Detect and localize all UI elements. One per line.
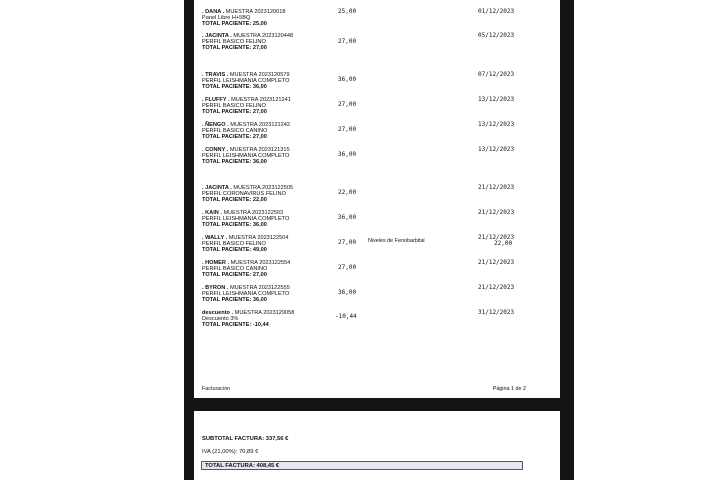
test-description: PERFIL BASICO FELINO [202, 103, 266, 110]
sample-number: MUESTRA 2023121241 [231, 97, 291, 103]
invoice-entry [202, 147, 552, 166]
invoice-page-1 [194, 0, 560, 398]
patient-name: . FLUFFY . [202, 97, 230, 103]
line-amount: 27,00 [338, 264, 357, 271]
patient-name: . JACINTA . [202, 33, 232, 39]
line-amount: 36,00 [338, 76, 357, 83]
test-description: PERFIL LEISHMANIA COMPLETO [202, 291, 290, 298]
sample-number: MUESTRA 2023120448 [233, 33, 294, 39]
patient-total: TOTAL PACIENTE: 27,00 [202, 134, 267, 141]
patient-total: TOTAL PACIENTE: 27,00 [202, 272, 267, 279]
line-amount: 36,00 [338, 151, 357, 158]
line-amount: 27,00 [338, 126, 357, 133]
sample-number: MUESTRA 2023122555 [229, 285, 290, 291]
patient-total: TOTAL PACIENTE: -10,44 [202, 322, 269, 329]
patient-total: TOTAL PACIENTE: 36,00 [202, 222, 267, 229]
line-amount: 27,00 [338, 239, 357, 246]
invoice-entry [202, 285, 552, 304]
patient-total: TOTAL PACIENTE: 22,00 [202, 197, 267, 204]
line-date: 01/12/2023 [478, 8, 515, 15]
line-amount: 22,00 [338, 189, 357, 196]
test-description: PERFIL BASICO CANINO [202, 266, 268, 273]
sample-number: MUESTRA 2023122554 [230, 260, 291, 266]
line-date: 21/12/2023 [478, 234, 515, 241]
test-description: Panel Libre H+5BQ [202, 15, 251, 22]
patient-total: TOTAL PACIENTE: 25,00 [202, 21, 267, 28]
line-date: 05/12/2023 [478, 32, 515, 39]
line-date: 21/12/2023 [478, 284, 515, 291]
patient-total: TOTAL PACIENTE: 36,00 [202, 84, 267, 91]
line-amount: 36,00 [338, 289, 357, 296]
test-description: PERFIL LEISHMANIA COMPLETO [202, 153, 290, 160]
test-description: PERFIL BASICO FELINO [202, 39, 266, 46]
patient-total: TOTAL PACIENTE: 49,00 [202, 247, 267, 254]
patient-name: descuento . [202, 310, 234, 316]
total-invoice-box: TOTAL FACTURA: 408,45 € [201, 461, 523, 470]
extra-test-note: Niveles de Fenobarbital [368, 238, 425, 244]
line-amount: 27,00 [338, 38, 357, 45]
page-number: Página 1 de 2 [492, 386, 526, 392]
sample-number: MUESTRA 2023122503 [223, 210, 284, 216]
line-amount: 27,00 [338, 101, 357, 108]
invoice-entry [202, 235, 552, 254]
invoice-entry [202, 97, 552, 116]
invoice-entry [202, 9, 552, 28]
sample-number: MUESTRA 2023122505 [233, 185, 294, 191]
patient-name: . WALLY . [202, 235, 228, 241]
line-date: 21/12/2023 [478, 259, 515, 266]
patient-name: . TRAVIS . [202, 72, 229, 78]
line-date: 13/12/2023 [478, 96, 515, 103]
invoice-entry [202, 260, 552, 279]
invoice-entry [202, 210, 552, 229]
test-description: Descuento 3% [202, 316, 239, 323]
patient-total: TOTAL PACIENTE: 36,00 [202, 159, 267, 166]
test-description: PERFIL LEISHMANIA COMPLETO [202, 216, 290, 223]
sample-number: MUESTRA 2023121315 [229, 147, 290, 153]
sample-number: MUESTRA 2023121242 [230, 122, 291, 128]
patient-name: . ÑENGO . [202, 122, 229, 128]
page-footer-label: Facturación [202, 386, 231, 392]
iva-line: IVA (21,00%): 70,89 € [202, 449, 259, 455]
invoice-entry [202, 72, 552, 91]
line-date: 13/12/2023 [478, 121, 515, 128]
line-amount: -10,44 [335, 313, 357, 320]
sample-number: MUESTRA 2023122504 [228, 235, 289, 241]
sample-number: MUESTRA 2023120579 [229, 72, 290, 78]
test-description: PERFIL CORONAVIRUS FELINO [202, 191, 286, 198]
line-date: 21/12/2023 [478, 209, 515, 216]
test-description: PERFIL BASICO CANINO [202, 128, 268, 135]
patient-name: . CONNY . [202, 147, 229, 153]
patient-total: TOTAL PACIENTE: 36,00 [202, 297, 267, 304]
invoice-entry [202, 33, 552, 52]
line-amount: 25,00 [338, 8, 357, 15]
patient-name: . BYRON . [202, 285, 229, 291]
invoice-entry [202, 185, 552, 204]
test-description: PERFIL BASICO FELINO [202, 241, 266, 248]
line-amount: 36,00 [338, 214, 357, 221]
line-date: 21/12/2023 [478, 184, 515, 191]
sample-number: MUESTRA 2023129058 [234, 310, 295, 316]
invoice-entry [202, 310, 552, 329]
patient-name: . DANA . [202, 9, 225, 15]
patient-name: . HOMER . [202, 260, 230, 266]
patient-total: TOTAL PACIENTE: 27,00 [202, 109, 267, 116]
sample-number: MUESTRA 2023120018 [225, 9, 286, 15]
patient-name: . KAIN . [202, 210, 222, 216]
patient-name: . JACINTA . [202, 185, 232, 191]
patient-total: TOTAL PACIENTE: 27,00 [202, 45, 267, 52]
line-date: 07/12/2023 [478, 71, 515, 78]
test-description: PERFIL LEISHMANIA COMPLETO [202, 78, 290, 85]
subtotal-line: SUBTOTAL FACTURA: 337,56 € [202, 436, 289, 442]
invoice-page-2 [194, 411, 560, 480]
invoice-entry [202, 122, 552, 141]
line-date: 31/12/2023 [478, 309, 515, 316]
extra-test-amount: 22,00 [494, 240, 513, 247]
line-date: 13/12/2023 [478, 146, 515, 153]
